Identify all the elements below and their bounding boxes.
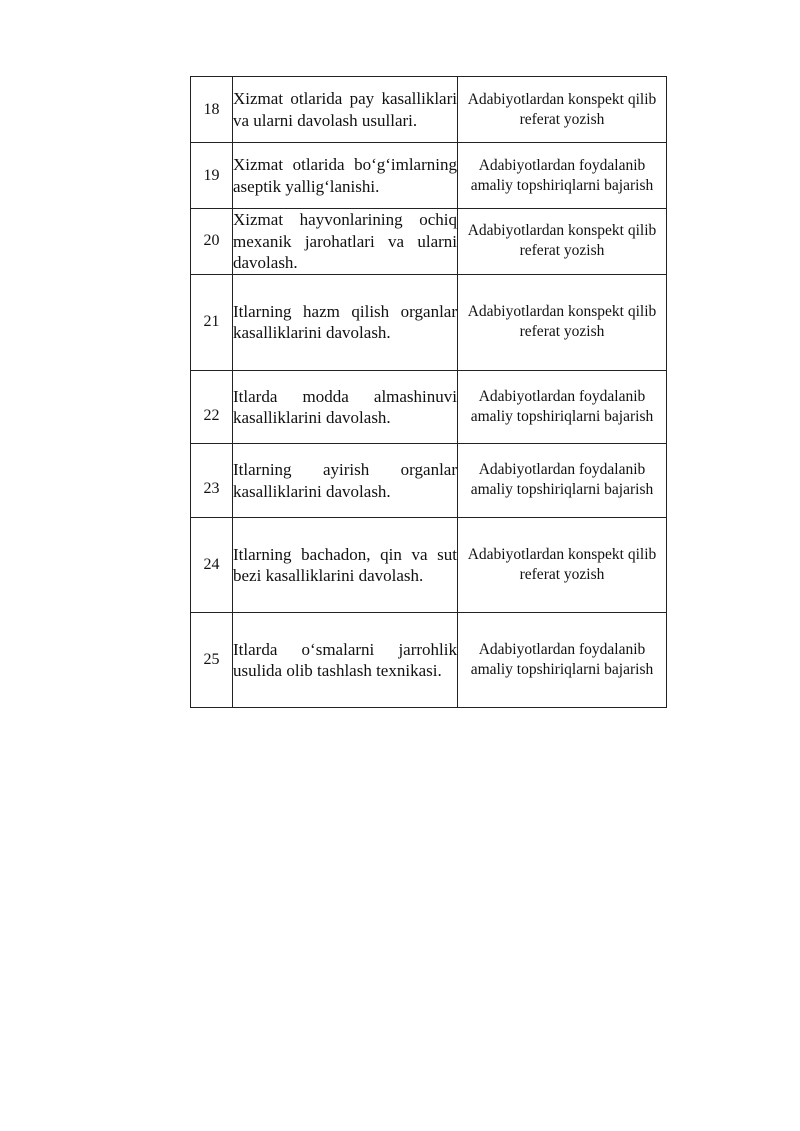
row-number: 23 <box>191 443 233 517</box>
table-row <box>191 143 667 209</box>
row-number: 20 <box>191 209 233 275</box>
row-number: 18 <box>191 77 233 143</box>
task-cell: Adabiyotlardan foydalanib amaliy topshiriqlarni bajarish <box>458 443 667 517</box>
table-row <box>191 274 667 370</box>
task-cell: Adabiyotlardan foydalanib amaliy topshiriqlarni bajarish <box>458 612 667 707</box>
topic-cell: Itlarda o‘smalarni jarrohlik usulida olib tashlash texnikasi. <box>233 612 458 707</box>
task-cell: Adabiyotlardan foydalanib amaliy topshiriqlarni bajarish <box>458 143 667 209</box>
row-number: 19 <box>191 143 233 209</box>
table-row <box>191 612 667 707</box>
topic-cell: Xizmat otlarida bo‘g‘imlarning aseptik yallig‘lanishi. <box>233 143 458 209</box>
topic-cell: Itlarning bachadon, qin va sut bezi kasalliklarini davolash. <box>233 517 458 612</box>
task-cell: Adabiyotlardan konspekt qilib referat yozish <box>458 274 667 370</box>
assignment-table <box>190 76 667 708</box>
table-row <box>191 209 667 275</box>
row-number: 21 <box>191 274 233 370</box>
topic-cell: Itlarning ayirish organlar kasalliklarini davolash. <box>233 443 458 517</box>
row-number: 24 <box>191 517 233 612</box>
topic-cell: Itlarda modda almashinuvi kasalliklarini davolash. <box>233 370 458 443</box>
table-row <box>191 77 667 143</box>
topic-cell: Xizmat hayvonlarining ochiq mexanik jarohatlari va ularni davolash. <box>233 210 457 272</box>
topic-cell: Xizmat otlarida pay kasalliklari va ularni davolash usullari. <box>233 77 458 143</box>
table-row <box>191 370 667 443</box>
row-number: 25 <box>191 612 233 707</box>
row-number: 22 <box>191 370 233 443</box>
topic-cell: Itlarning hazm qilish organlar kasalliklarini davolash. <box>233 274 458 370</box>
table-row <box>191 443 667 517</box>
table-row <box>191 517 667 612</box>
task-cell: Adabiyotlardan konspekt qilib referat yozish <box>458 517 667 612</box>
task-cell: Adabiyotlardan konspekt qilib referat yozish <box>458 209 667 275</box>
task-cell: Adabiyotlardan konspekt qilib referat yozish <box>458 77 667 143</box>
task-cell: Adabiyotlardan foydalanib amaliy topshiriqlarni bajarish <box>458 370 667 443</box>
